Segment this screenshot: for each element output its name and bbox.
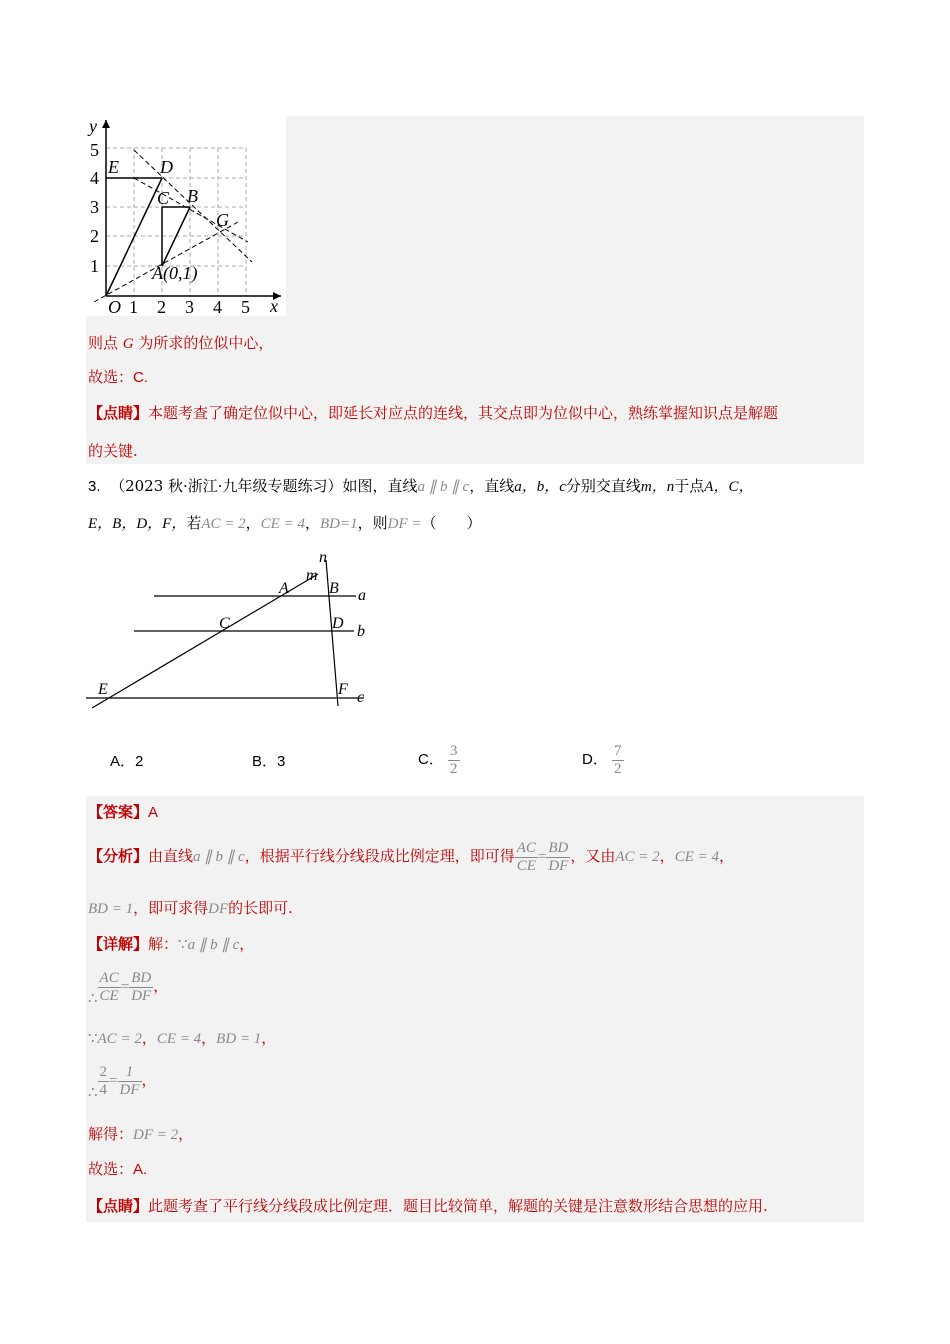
label-n: n bbox=[319, 549, 327, 566]
analysis-f2-den: DF bbox=[548, 857, 569, 874]
given-bd: BD=1 bbox=[319, 516, 358, 532]
sep-1: ， bbox=[245, 514, 261, 532]
option-d[interactable] bbox=[582, 740, 624, 780]
option-b-label: B． bbox=[252, 753, 278, 770]
analysis-df: DF bbox=[208, 901, 229, 917]
y-tick-1: 1 bbox=[90, 256, 99, 276]
detail-comma3: ， bbox=[141, 1029, 157, 1047]
analysis-ac: AC = 2 bbox=[615, 849, 660, 865]
question-vars2: m，n bbox=[640, 479, 675, 495]
option-b-value: 3 bbox=[277, 753, 286, 770]
label-c-point: C bbox=[219, 615, 230, 632]
answer-value: A bbox=[148, 804, 159, 821]
option-a[interactable] bbox=[110, 752, 143, 772]
label-b-point: B bbox=[329, 580, 339, 597]
detail-f3-den: 4 bbox=[99, 1081, 108, 1098]
option-d-num: 7 bbox=[614, 742, 622, 759]
label-d-point: D bbox=[332, 615, 344, 632]
detail-f4-den: DF bbox=[119, 1081, 140, 1098]
question-vars3: A，C， bbox=[704, 479, 754, 495]
detail-eq2: = bbox=[109, 1073, 118, 1089]
detail-t1: 解： bbox=[148, 935, 179, 953]
detail-f1-den: CE bbox=[99, 987, 119, 1004]
y-axis-label: y bbox=[89, 116, 97, 136]
detail-choice: 故选：A. bbox=[88, 1161, 148, 1178]
point-g-label: G bbox=[216, 210, 229, 230]
option-c-label: C． bbox=[418, 751, 444, 768]
given-ac: AC = 2 bbox=[201, 516, 246, 532]
option-a-value: 2 bbox=[135, 753, 144, 770]
detail-bd: BD = 1 bbox=[216, 1031, 262, 1047]
conclusion-var: G bbox=[122, 336, 134, 352]
previous-comment-line2: 的关键. bbox=[88, 442, 138, 460]
sep-2: ， bbox=[304, 514, 320, 532]
analysis-f1-den: CE bbox=[516, 857, 536, 874]
detail-parallel: a ∥ b ∥ c bbox=[187, 937, 240, 953]
detail-comma5: ， bbox=[261, 1029, 277, 1047]
detail-eq1: = bbox=[120, 979, 130, 995]
given-ce: CE = 4 bbox=[260, 516, 305, 532]
detail-ce: CE = 4 bbox=[156, 1031, 202, 1047]
question-number: 3. bbox=[88, 478, 101, 495]
detail-f2-num: BD bbox=[131, 969, 152, 986]
point-e-label: E bbox=[108, 157, 119, 177]
detail-f3-num: 2 bbox=[99, 1063, 108, 1080]
answer-line bbox=[88, 802, 158, 823]
detail-fraction-1-df bbox=[118, 1064, 142, 1099]
option-c[interactable] bbox=[418, 740, 460, 780]
analysis-comma2: ， bbox=[718, 847, 734, 865]
detail-line1 bbox=[88, 934, 254, 955]
analysis-eq: = bbox=[537, 849, 547, 865]
analysis-t3: ，又由 bbox=[570, 847, 616, 865]
point-b-label: B bbox=[187, 186, 198, 206]
label-b-line: b bbox=[357, 623, 365, 640]
detail-line3 bbox=[88, 1028, 276, 1049]
answer-tag: 【答案】 bbox=[88, 803, 149, 821]
question-text2: 分别交直线 bbox=[565, 477, 641, 495]
conclusion-pre: 则点 bbox=[88, 334, 123, 352]
question-text1: ，直线 bbox=[469, 477, 515, 495]
unknown-df: DF = bbox=[387, 516, 422, 532]
question-source: （2023 秋·浙江·九年级专题练习）如图，直线 bbox=[110, 477, 418, 495]
detail-because1: ∵ bbox=[178, 937, 188, 953]
detail-f1-num: AC bbox=[99, 969, 119, 986]
detail-comma4: ， bbox=[201, 1029, 217, 1047]
detail-line4 bbox=[88, 1060, 157, 1113]
x-tick-1: 1 bbox=[129, 297, 138, 316]
analysis-t2: ，根据平行线分线段成比例定理，即可得 bbox=[244, 847, 515, 865]
previous-comment-tag: 【点睛】 bbox=[88, 404, 149, 422]
comment-tag: 【点睛】 bbox=[88, 1197, 149, 1215]
detail-result: DF = 2 bbox=[133, 1127, 179, 1143]
question-then: ，则 bbox=[357, 514, 388, 532]
detail-therefore2: ∴ bbox=[88, 1085, 98, 1101]
analysis-t5: 的长即可. bbox=[228, 899, 293, 917]
question-line2-vars: E，B，D，F， bbox=[88, 516, 187, 532]
coordinate-figure bbox=[86, 116, 286, 316]
parallel-lines: a ∥ b ∥ c bbox=[417, 479, 470, 495]
detail-comma7: ， bbox=[178, 1125, 194, 1143]
detail-fraction-ac-ce bbox=[98, 970, 121, 1005]
analysis-t4: ，即可求得 bbox=[133, 899, 209, 917]
detail-solve: 解得： bbox=[88, 1125, 134, 1143]
analysis-tag: 【分析】 bbox=[88, 847, 149, 865]
previous-choice: 故选：C. bbox=[88, 369, 149, 386]
option-c-den: 2 bbox=[450, 760, 458, 777]
label-e-point: E bbox=[98, 681, 108, 698]
conclusion-post: 为所求的位似中心， bbox=[133, 334, 274, 352]
analysis-ce: CE = 4 bbox=[674, 849, 719, 865]
y-tick-5: 5 bbox=[90, 140, 99, 160]
detail-comma2: ， bbox=[153, 977, 169, 995]
previous-comment-line1: 本题考查了确定位似中心，即延长对应点的连线，其交点即为位似中心，熟练掌握知识点是解题 bbox=[148, 404, 779, 422]
x-axis-label: x bbox=[270, 296, 278, 316]
detail-ac: AC = 2 bbox=[97, 1031, 142, 1047]
y-tick-3: 3 bbox=[90, 197, 99, 217]
detail-comma1: ， bbox=[239, 935, 255, 953]
detail-line2 bbox=[88, 966, 168, 1019]
label-c-line: c bbox=[357, 689, 365, 706]
analysis-comma1: ， bbox=[659, 847, 675, 865]
detail-f2-den: DF bbox=[131, 987, 152, 1004]
analysis-line1 bbox=[88, 836, 734, 877]
previous-comment bbox=[88, 403, 778, 423]
detail-therefore1: ∴ bbox=[88, 991, 98, 1007]
x-tick-3: 3 bbox=[185, 297, 194, 316]
option-c-num: 3 bbox=[450, 742, 458, 759]
detail-tag: 【详解】 bbox=[88, 935, 149, 953]
analysis-fraction-bd-df bbox=[546, 840, 570, 875]
x-tick-4: 4 bbox=[213, 297, 222, 316]
detail-line5 bbox=[88, 1124, 193, 1145]
conclusion-line bbox=[88, 333, 273, 354]
label-f-point: F bbox=[338, 681, 348, 698]
question-if: 若 bbox=[186, 514, 202, 532]
question-vars1: a，b，c bbox=[514, 479, 566, 495]
y-tick-2: 2 bbox=[90, 226, 99, 246]
answer-paren: （ ） bbox=[421, 514, 482, 532]
analysis-fraction-ac-ce bbox=[515, 840, 538, 875]
detail-fraction-2-4 bbox=[98, 1064, 110, 1099]
comment-text: 此题考查了平行线分线段成比例定理．题目比较简单，解题的关键是注意数形结合思想的应用. bbox=[148, 1197, 768, 1215]
point-c-label: C bbox=[157, 188, 170, 208]
analysis-t1: 由直线 bbox=[148, 847, 194, 865]
label-m: m bbox=[306, 567, 318, 584]
analysis-f2-num: BD bbox=[548, 839, 569, 856]
analysis-bd: BD = 1 bbox=[88, 901, 134, 917]
analysis-f1-num: AC bbox=[516, 839, 536, 856]
label-a-line: a bbox=[358, 587, 366, 604]
question-text3: 于点 bbox=[674, 477, 705, 495]
x-tick-2: 2 bbox=[157, 297, 166, 316]
option-b[interactable] bbox=[252, 752, 285, 772]
detail-because2: ∵ bbox=[88, 1031, 98, 1047]
label-a-point: A bbox=[279, 580, 289, 597]
option-d-label: D． bbox=[582, 751, 608, 768]
option-d-fraction bbox=[612, 743, 624, 778]
analysis-parallel: a ∥ b ∥ c bbox=[193, 849, 245, 865]
point-d-label: D bbox=[160, 157, 173, 177]
detail-comma6: ， bbox=[141, 1071, 157, 1089]
option-d-den: 2 bbox=[614, 760, 622, 777]
parallel-lines-figure bbox=[86, 546, 386, 716]
comment-line bbox=[88, 1196, 768, 1216]
detail-fraction-bd-df bbox=[129, 970, 153, 1005]
question-3-line1 bbox=[88, 476, 753, 497]
question-3-line2 bbox=[88, 513, 482, 534]
analysis-line2 bbox=[88, 898, 293, 919]
point-a-label: A(0,1) bbox=[152, 263, 198, 283]
option-a-label: A． bbox=[110, 753, 136, 770]
origin-label: O bbox=[108, 297, 121, 316]
y-tick-4: 4 bbox=[90, 168, 99, 188]
detail-f4-num: 1 bbox=[118, 1064, 142, 1082]
x-tick-5: 5 bbox=[241, 297, 250, 316]
option-c-fraction bbox=[448, 743, 460, 778]
